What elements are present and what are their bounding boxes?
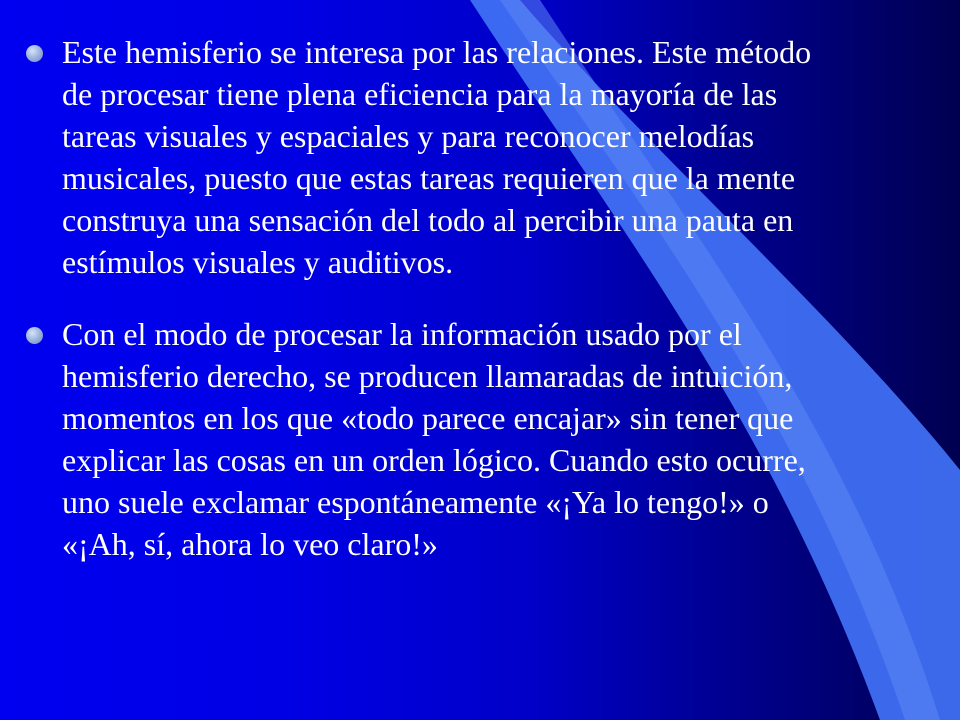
paragraph-line: «¡Ah, sí, ahora lo veo claro!» xyxy=(62,526,438,562)
paragraph-line: estímulos visuales y auditivos. xyxy=(62,244,454,280)
bullet-dot-icon xyxy=(26,327,43,344)
paragraph-line: Con el modo de procesar la información usado por el xyxy=(62,316,742,352)
paragraph-line: hemisferio derecho, se producen llamaradas de intuición, xyxy=(62,358,793,394)
paragraph-line: musicales, puesto que estas tareas requieren que la mente xyxy=(62,160,796,196)
bullet-paragraph-1 xyxy=(62,31,811,283)
paragraph-line: uno suele exclamar espontáneamente «¡Ya lo tengo!» o xyxy=(62,484,769,520)
paragraph-line: Este hemisferio se interesa por las relaciones. Este método xyxy=(62,34,812,70)
paragraph-line: de procesar tiene plena eficiencia para la mayoría de las xyxy=(62,76,778,112)
paragraph-line: momentos en los que «todo parece encajar» sin tener que xyxy=(62,400,794,436)
paragraph-line: construya una sensación del todo al percibir una pauta en xyxy=(62,202,794,238)
paragraph-line: tareas visuales y espaciales y para reconocer melodías xyxy=(62,118,755,154)
bullet-dot-icon xyxy=(26,45,43,62)
paragraph-line: explicar las cosas en un orden lógico. Cuando esto ocurre, xyxy=(62,442,806,478)
bullet-paragraph-2 xyxy=(62,313,806,565)
